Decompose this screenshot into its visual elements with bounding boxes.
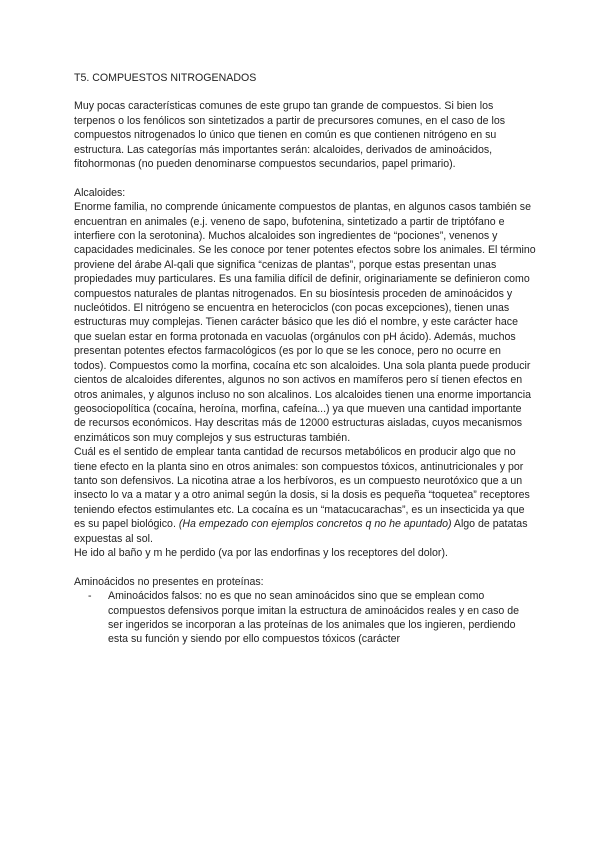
list-bullet: -	[88, 590, 92, 603]
aminoacidos-list	[74, 589, 536, 647]
alcaloides-paragraph-3: He ido al baño y m he perdido (va por las endorfinas y los receptores del dolor).	[74, 546, 448, 559]
intro-paragraph: Muy pocas características comunes de este grupo tan grande de compuestos. Si bien los terpenos o los fenólicos son sintetizados a partir de precursores comunes, en el caso de los compuestos nitrogenados lo único que tienen en común es que contienen nitrógeno en su estructura. Las categorías más importantes serán: alcaloides, derivados de aminoácidos, fitohormonas (no pueden denominarse compuestos secundarios, papel primario).	[74, 100, 506, 171]
list-item-text: Aminoácidos falsos: no es que no sean aminoácidos sino que se emplean como compuestos defensivos porque imitan la estructura de aminoácidos reales y en caso de ser ingeridos se incorporan a las proteínas de los animales que los ingieren, perdiendo esta su función y siendo por ello compuestos tóxicos (carácter	[108, 590, 520, 646]
italic-note: (Ha empezado con ejemplos concretos q no he apuntado)	[178, 518, 452, 531]
alcaloides-paragraph: Enorme familia, no comprende únicamente compuestos de plantas, en algunos casos también se encuentran en animales (e.j. veneno de sapo, bufotenina, sintetizado a partir de triptófano e interfiere con la serotonina). Muchos alcaloides son ingredientes de “pociones”, venenos y capacidades medicinales. Se les conoce por tener potentes efectos sobre los animales. El término proviene del árabe Al-qali que significa “cenizas de plantas”, porque estas presentan unas propiedades muy particulares. Es una familia difícil de definir, originariamente se definieron como compuestos naturales de plantas nitrogenados. En su biosíntesis proceden de aminoácidos y nucleótidos. El nitrógeno se encuentra en heterociclos (con pocas excepciones), tienen unas estructuras muy complejas. Tienen carácter básico que les dió el nombre, y este carácter hace que suelan estar en forma protonada en vacuolas (orgánulos con pH ácido). Además, muchos presentan potentes efectos farmacológicos (es por lo que se les conoce, pero no ocurre en todos). Compuestos como la morfina, cocaína etc son alcaloides. Una sola planta puede producir cientos de alcaloides diferentes, algunos no son activos en mamíferos pero sí tienen efectos en otros animales, y algunos incluso no son alcalinos. Los alcaloides tienen una enorme importancia geosociopolítica (cocaína, heroína, morfina, cafeína...) ya que mueven una cantidad importante de recursos económicos. Hay descritas más de 12000 estructuras aisladas, cuyos mecanismos enzimáticos son muy complejos y sus estructuras también.	[74, 201, 536, 444]
spacer	[74, 171, 536, 185]
alcaloides-paragraph-2	[74, 445, 536, 546]
list-item	[74, 589, 536, 647]
section-heading-aminoacidos: Aminoácidos no presentes en proteínas:	[74, 575, 264, 588]
document-content	[74, 71, 536, 647]
spacer	[74, 560, 536, 574]
section-heading-alcaloides: Alcaloides:	[74, 186, 126, 199]
alcaloides-text: Cuál es el sentido de emplear tanta cantidad de recursos metabólicos en producir algo que no tiene efecto en la planta sino en otros animales: son compuestos tóxicos, antinutricionales y por tanto son defensivos. La nicotina atrae a los herbívoros, es un compuesto neurotóxico que a un insecto lo va a matar y a otro animal según la dosis, si la dosis es pequeña “toquetea” receptores teniendo efectos estimulantes etc. La cocaína es un “matacucarachas”, es un insecticida ya que es su papel biológico.	[74, 446, 530, 531]
document-title: T5. COMPUESTOS NITROGENADOS	[74, 72, 257, 84]
alcaloides-text-end: Algo de patatas expuestas al sol.	[74, 518, 528, 545]
